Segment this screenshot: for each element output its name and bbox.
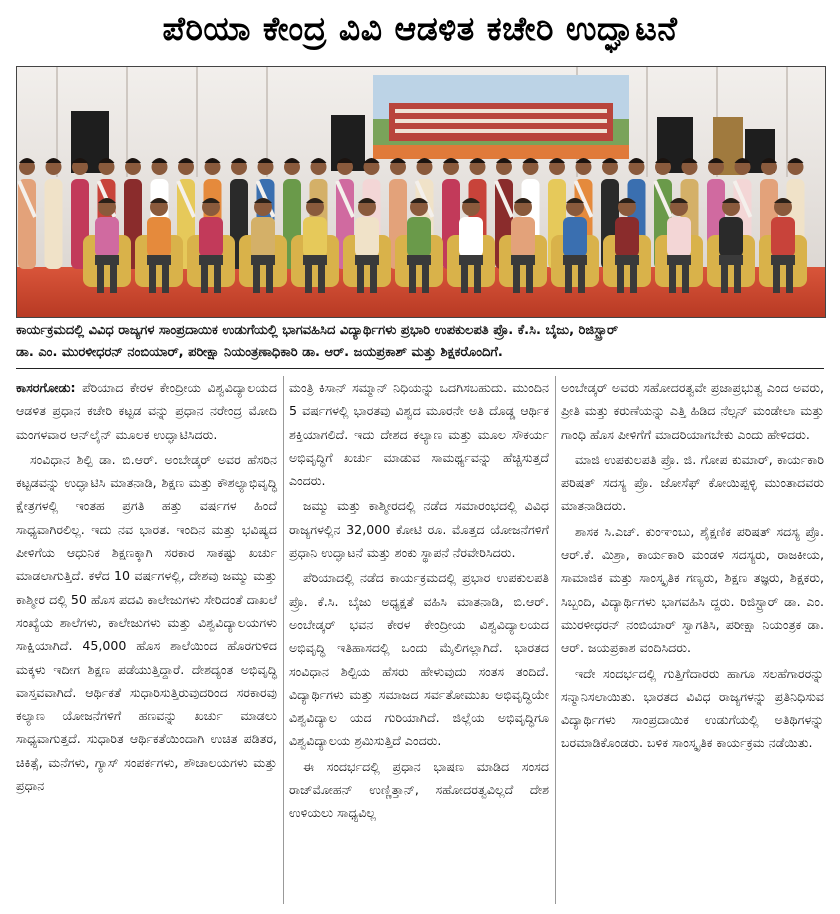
caption-divider bbox=[16, 368, 824, 369]
group-photo-illustration bbox=[17, 67, 825, 317]
caption-line-1: ಕಾರ್ಯಕ್ರಮದಲ್ಲಿ ವಿವಿಧ ರಾಜ್ಯಗಳ ಸಾಂಪ್ರದಾಯಿಕ ಉಡುಗೆಯಲ್ಲಿ ಭಾಗವಹಿಸಿದ ವಿದ್ಯಾರ್ಥಿಗಳು ಪ್ರಭಾರಿ ಉಪಕುಲಪತಿ ಪ್ರೊ. ಕೆ.ಸಿ. ಬೈಜು, ರಿಜಿಸ್ಟ್ರಾರ್ bbox=[16, 323, 619, 338]
column-divider bbox=[555, 376, 556, 904]
paragraph: ಪೆರಿಯಾದಲ್ಲಿ ನಡೆದ ಕಾರ್ಯಕ್ರಮದಲ್ಲಿ ಪ್ರಭಾರ ಉಪಕುಲಪತಿ ಪ್ರೊ. ಕೆ.ಸಿ. ಬೈಜು ಅಧ್ಯಕ್ಷತೆ ವಹಿಸಿ ಮಾತನಾಡಿ, ಬಿ.ಆರ್. ಅಂಬೇಡ್ಕರ್ ಭವನ ಕೇರಳ ಕೇಂದ್ರೀಯ ವಿಶ್ವವಿದ್ಯಾಲಯದ ಅಭಿವೃದ್ಧಿ ಇತಿಹಾಸದಲ್ಲಿ ಒಂದು ಮೈಲಿಗಲ್ಲಾಗಿದೆ. ಭಾರತದ ಸಂವಿಧಾನ ಶಿಲ್ಪಿಯ ಹೆಸರು ಹೇಳುವುದು ಸಂತಸ ತಂದಿದೆ. ವಿದ್ಯಾರ್ಥಿಗಳು ಮತ್ತು ಸಮಾಜದ ಸರ್ವತೋಮುಖ ಅಭಿವೃದ್ಧಿಯೇ ವಿಶ್ವವಿದ್ಯಾಲ ಯದ ಗುರಿಯಾಗಿದೆ. ಜಿಲ್ಲೆಯ ಅಭಿವೃದ್ಧಿಗೂ ವಿಶ್ವವಿದ್ಯಾಲಯ ಶ್ರಮಿಸುತ್ತಿದೆ ಎಂದರು. bbox=[289, 570, 549, 749]
article-column-2 bbox=[289, 376, 549, 827]
headline: ಪೆರಿಯಾ ಕೇಂದ್ರ ವಿವಿ ಆಡಳಿತ ಕಚೇರಿ ಉದ್ಘಾಟನೆ bbox=[162, 9, 678, 48]
article-column-3 bbox=[561, 376, 824, 757]
paragraph: ಪೆರಿಯಾದ ಕೇರಳ ಕೇಂದ್ರೀಯ ವಿಶ್ವವಿದ್ಯಾಲಯದ ಆಡಳಿತ ಪ್ರಧಾನ ಕಚೇರಿ ಕಟ್ಟಡ ವನ್ನು ಪ್ರಧಾನ ನರೇಂದ್ರ ಮೋದಿ ಮಂಗಳವಾರ ಆನ್‌ಲೈನ್ ಮೂಲಕ ಉದ್ಘಾಟಿಸಿದರು. bbox=[16, 380, 277, 442]
paragraph: ಇದೇ ಸಂದರ್ಭದಲ್ಲಿ ಗುತ್ತಿಗೆದಾರರು ಹಾಗೂ ಸಲಹೆಗಾರರನ್ನು ಸನ್ಮಾನಿಸಲಾಯಿತು. ಭಾರತದ ವಿವಿಧ ರಾಜ್ಯಗಳನ್ನು ಪ್ರತಿನಿಧಿಸುವ ವಿದ್ಯಾರ್ಥಿಗಳು ಸಾಂಪ್ರದಾಯಿಕ ಉಡುಗೆಯಲ್ಲಿ ಅತಿಥಿಗಳನ್ನು ಬರಮಾಡಿಕೊಂಡರು. ಬಳಿಕ ಸಾಂಸ್ಕೃತಿಕ ಕಾರ್ಯಕ್ರಮ ನಡೆಯಿತು. bbox=[561, 665, 824, 751]
paragraph: ಸಂವಿಧಾನ ಶಿಲ್ಪಿ ಡಾ. ಬಿ.ಆರ್. ಅಂಬೇಡ್ಕರ್ ಅವರ ಹೆಸರಿನ ಕಟ್ಟಡವನ್ನು ಉದ್ಘಾಟಿಸಿ ಮಾತನಾಡಿ, ಶಿಕ್ಷಣ ಮತ್ತು ಕೌಶಲ್ಯಾಭಿವೃದ್ಧಿ ಕ್ಷೇತ್ರಗಳಲ್ಲಿ ಇಂತಹ ಪ್ರಗತಿ ಹತ್ತು ವರ್ಷಗಳ ಹಿಂದೆ ಸಾಧ್ಯವಾಗಿರಲಿಲ್ಲ. ಇದು ನವ ಭಾರತ. ಇಂದಿನ ಮತ್ತು ಭವಿಷ್ಯದ ಪೀಳಿಗೆಯ ಆಧುನಿಕ ಶಿಕ್ಷಣಕ್ಕಾಗಿ ಸರಕಾರ ಸಾಕಷ್ಟು ಖರ್ಚು ಮಾಡಲಾಗುತ್ತಿದೆ. ಕಳೆದ 10 ವರ್ಷಗಳಲ್ಲಿ, ದೇಶವು ಜಮ್ಮು ಮತ್ತು ಕಾಶ್ಮೀರ ದಲ್ಲಿ 50 ಹೊಸ ಪದವಿ ಕಾಲೇಜುಗಳು ಸೇರಿದಂತೆ ದಾಖಲೆ ಸಂಖ್ಯೆಯ ಶಾಲೆಗಳು, ಕಾಲೇಜುಗಳು ಮತ್ತು ವಿಶ್ವವಿದ್ಯಾಲಯಗಳು ಸಾಕ್ಷಿಯಾಗಿದೆ. 45,000 ಹೊಸ ಶಾಲೆಯಿಂದ ಹೊರಗುಳಿದ ಮಕ್ಕಳು ಇದೀಗ ಶಿಕ್ಷಣ ಪಡೆಯುತ್ತಿದ್ದಾರೆ. ದೇಶದ್ಯಂತ ಅಭಿವೃದ್ಧಿ ವಾಸ್ತವವಾಗಿದೆ. ಆರ್ಥಿಕತೆ ಸುಧಾರಿಸುತ್ತಿರುವುದರಿಂದ ಸರಕಾರವು ಕಲ್ಯಾಣ ಯೋಜನೆಗಳಿಗೆ ಹಣವನ್ನು ಖರ್ಚು ಮಾಡಲು ಸಾಧ್ಯವಾಗುತ್ತದೆ. ಸುಧಾರಿತ ಆರ್ಥಿಕತೆಯಿಂದಾಗಿ ಉಚಿತ ಪಡಿತರ, ಚಿಕಿತ್ಸೆ, ಮನೆಗಳು, ಗ್ಯಾಸ್ ಸಂಪರ್ಕಗಳು, ಶೌಚಾಲಯಗಳು ಮತ್ತು ಪ್ರಧಾನ bbox=[16, 451, 277, 794]
article-column-1 bbox=[16, 376, 277, 799]
dateline: ಕಾಸರಗೋಡು: bbox=[16, 380, 76, 395]
paragraph: ಶಾಸಕ ಸಿ.ಎಚ್. ಕುಂಞಂಬು, ಶೈಕ್ಷಣಿಕ ಪರಿಷತ್ ಸದಸ್ಯ ಪ್ರೊ. ಆರ್.ಕೆ. ಮಿಶ್ರಾ, ಕಾರ್ಯಕಾರಿ ಮಂಡಳಿ ಸದಸ್ಯರು, ರಾಜಕೀಯ, ಸಾಮಾಜಿಕ ಮತ್ತು ಸಾಂಸ್ಕೃತಿಕ ಗಣ್ಯರು, ಶಿಕ್ಷಣ ತಜ್ಞರು, ಶಿಕ್ಷಕರು, ಸಿಬ್ಬಂದಿ, ವಿದ್ಯಾರ್ಥಿಗಳು ಭಾಗವಹಿಸಿ ದ್ದರು. ರಿಜಿಸ್ಟ್ರಾರ್ ಡಾ. ಎಂ. ಮುರಳೀಧರನ್ ನಂಬಿಯಾರ್ ಸ್ವಾಗತಿಸಿ, ಪರೀಕ್ಷಾ ನಿಯಂತ್ರಕ ಡಾ. ಆರ್. ಜಯಪ್ರಕಾಶ ವಂದಿಸಿದರು. bbox=[561, 523, 824, 656]
column-divider bbox=[283, 376, 284, 904]
paragraph: ಜಮ್ಮು ಮತ್ತು ಕಾಶ್ಮೀರದಲ್ಲಿ ನಡೆದ ಸಮಾರಂಭದಲ್ಲಿ ವಿವಿಧ ರಾಜ್ಯಗಳಲ್ಲಿನ 32,000 ಕೋಟಿ ರೂ. ಮೊತ್ತದ ಯೋಜನೆಗಳಿಗೆ ಪ್ರಧಾನಿ ಉದ್ಘಾಟನೆ ಮತ್ತು ಶಂಕು ಸ್ಥಾಪನೆ ನೆರವೇರಿಸಿದರು. bbox=[289, 498, 549, 561]
photo-caption bbox=[16, 320, 824, 364]
group-photo bbox=[16, 66, 826, 318]
paragraph: ಮಂತ್ರಿ ಕಿಸಾನ್ ಸಮ್ಮಾನ್ ನಿಧಿಯನ್ನು ಒದಗಿಸಬಹುದು. ಮುಂದಿನ 5 ವರ್ಷಗಳಲ್ಲಿ ಭಾರತವು ವಿಶ್ವದ ಮೂರನೇ ಅತಿ ದೊಡ್ಡ ಆರ್ಥಿಕ ಶಕ್ತಿಯಾಗಲಿದೆ. ಇದು ದೇಶದ ಕಲ್ಯಾಣ ಮತ್ತು ಮೂಲ ಸೌಕರ್ಯ ಅಭಿವೃದ್ಧಿಗೆ ಖರ್ಚು ಮಾಡುವ ಸಾಮರ್ಥ್ಯವನ್ನು ಹೆಚ್ಚಿಸುತ್ತದೆ ಎಂದರು. bbox=[289, 380, 549, 489]
caption-line-2: ಡಾ. ಎಂ. ಮುರಳೀಧರನ್ ನಂಬಿಯಾರ್, ಪರೀಕ್ಷಾ ನಿಯಂತ್ರಣಾಧಿಕಾರಿ ಡಾ. ಆರ್. ಜಯಪ್ರಕಾಶ್ ಮತ್ತು ಶಿಕ್ಷಕರೊಂದಿಗೆ. bbox=[16, 345, 503, 360]
paragraph: ಮಾಜಿ ಉಪಕುಲಪತಿ ಪ್ರೊ. ಜಿ. ಗೋಪ ಕುಮಾರ್, ಕಾರ್ಯಕಾರಿ ಪರಿಷತ್ ಸದಸ್ಯ ಪ್ರೊ. ಜೋಸೆಫ್ ಕೋಯಿಪ್ಪಳ್ಳಿ ಮುಂತಾದವರು ಮಾತನಾಡಿದರು. bbox=[561, 451, 824, 514]
paragraph: ಈ ಸಂದರ್ಭದಲ್ಲಿ ಪ್ರಧಾನ ಭಾಷಣ ಮಾಡಿದ ಸಂಸದ ರಾಜ್‌ಮೋಹನ್ ಉಣ್ಣಿತ್ತಾನ್, ಸಹೋದರತ್ವವಿಲ್ಲದೆ ದೇಶ ಉಳಿಯಲು ಸಾಧ್ಯವಿಲ್ಲ bbox=[289, 758, 549, 821]
paragraph: ಅಂಬೇಡ್ಕರ್ ಅವರು ಸಹೋದರತ್ವವೇ ಪ್ರಜಾಪ್ರಭುತ್ವ ಎಂದ ಅವರು, ಪ್ರೀತಿ ಮತ್ತು ಕರುಣೆಯನ್ನು ಎತ್ತಿ ಹಿಡಿದ ನೆಲ್ಸನ್ ಮಂಡೇಲಾ ಮತ್ತು ಗಾಂಧಿ ಹೊಸ ಪೀಳಿಗೆಗೆ ಮಾದರಿಯಾಗಬೇಕು ಎಂದು ಹೇಳಿದರು. bbox=[561, 380, 824, 442]
